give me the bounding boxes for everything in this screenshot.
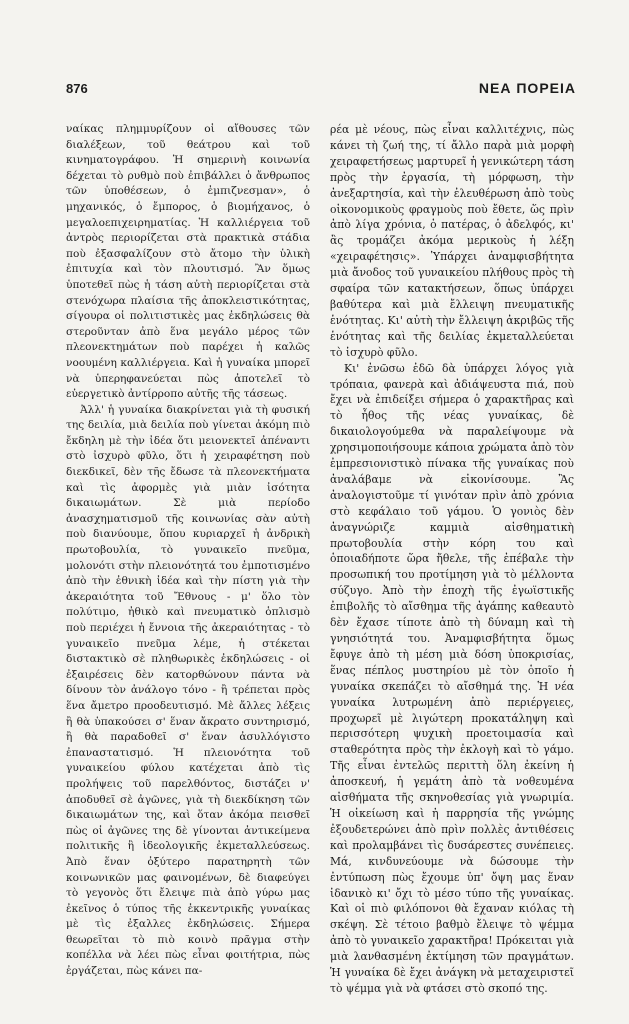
paragraph: ναίκας πλημμυρίζουν οἱ αἴθουσες τῶν διαλέξεων, τοῦ θεάτρου καὶ τοῦ κινηματογράφου. Ἡ σημερινὴ κοινωνία δέχεται τὸ ρυθμὸ ποὺ ἐπιβάλλει ὁ ἄνθρωπος τῶν ὑποθέσεων, ὁ ἐμπιζνεσμαν», ὁ μηχανικός, ὁ ἔμπορος, ὁ βιομήχανος, ὁ μεγαλοεπιχειρηματίας. Ἡ καλλιέργεια τοῦ ἀντρὸς περιορίζεται στὰ πρακτικὰ στάδια ποὺ ἐξασφαλίζουν στὸ ἄτομο τὴν ὑλικὴ ἐπιτυχία καὶ τὸν πλουτισμό. Ἂν ὅμως ὑποτεθεῖ πὼς ἡ τάση αὐτὴ περιορίζεται στὰ στενόχωρα πλαίσια τῆς ἀποκλειστικότητας, σίγουρα οἱ πολιτιστικὲς μας ἐκδηλώσεις θὰ στεροῦνταν ἀπὸ ἕνα μεγάλο μέρος τῶν πλεονεκτημάτων ποὺ παρέχει ἡ καλῶς νοουμένη καλλιέργεια. Καὶ ἡ γυναίκα μπορεῖ νὰ ὑπερηφανεύεται πὼς ἀποτελεῖ τὸ εὐεργετικὸ ἀντίρροπο αὐτῆς τῆς τάσεως. xyxy=(66,123,310,401)
paragraph: Ἀλλ' ἡ γυναίκα διακρίνεται γιὰ τὴ φυσική της δειλία, μιὰ δειλία ποὺ γίνεται ἀκόμη πιὸ ἔκδηλη μὲ τὴν ἰδέα ὅτι μειονεκτεῖ ἀπέναντι στὸ ἰσχυρὸ φῦλο, ὅτι ἡ χειραφέτηση ποὺ διεκδικεῖ, δὲν τῆς ἔδωσε τὰ πλεονεκτήματα καὶ τὶς ἀφορμὲς γιὰ μιὰν ἰσότητα δικαιωμάτων. Σὲ μιὰ περίοδο ἀνασχηματισμοῦ τῆς κοινωνίας σὰν αὐτὴ ποὺ διανύουμε, ὅπου κυριαρχεῖ ἡ ἀνδρικὴ πρωτοβουλία, τὸ γυναικεῖο πνεῦμα, μολονότι στὴν πλειονότητά του ἐμποτισμένο ἀπὸ τὴν ἐθνικὴ ἰδέα καὶ τὴν πίστη γιὰ τὴν ἀκεραιότητα τοῦ Ἔθνους - μ' ὅλο τὸν πολύτιμο, ἠθικὸ καὶ πνευματικὸ ὁπλισμὸ ποὺ περιέχει ἡ ἔννοια τῆς ἀκεραιότητας - τὸ γυναικεῖο πνεῦμα λέμε, ἡ στέκεται διστακτικὸ σὲ πληθωρικὲς ἐκδηλώσεις - οἱ ἐξαιρέσεις δὲν κατορθώνουν πάντα νὰ δίνουν τὸν ἀνάλογο τόνο - ἢ τρέπεται πρὸς ἕνα ἄμετρο προοδευτισμό. Μὲ ἄλλες λέξεις ἢ θὰ ὑπακούσει σ' ἕναν ἄκρατο συντηρισμό, ἢ θὰ παραδοθεῖ σ' ἕναν ἀσυλλόγιστο ἐπαναστατισμό. Ἡ πλειονότητα τοῦ γυναικείου φύλου κατέχεται ἀπὸ τὶς προλήψεις τοῦ παρελθόντος, διστάζει ν' ἀποδυθεῖ σὲ ἀγῶνες, γιὰ τὴ διεκδίκηση τῶν δικαιωμάτων της, καὶ ὅταν ἀκόμα πεισθεῖ πὼς οἱ ἀγῶνες της δὲ γίνονται ἀντικείμενα πολιτικῆς ἢ ἰδεολογικῆς ἐκμεταλλεύσεως. Ἀπὸ ἕναν ὀξύτερο παρατηρητὴ τῶν κοινωνικῶν μας φαινομένων, δὲ διαφεύγει τὸ γεγονὸς ὅτι ἔλειψε πιὰ ἀπὸ γύρω μας ἐκεῖνος ὁ τύπος τῆς ἐκκεντρικῆς γυναίκας μὲ τὶς ἐξαλλες ἐκδηλώσεις. Σήμερα θεωρεῖται τὸ πιὸ κοινὸ πρᾶγμα στὴν κοπέλλα νὰ λέει πὼς εἶναι φοιτήτρια, πὼς ἐργάζεται, πὼς κάνει πα- xyxy=(66,403,310,978)
page-number: 876 xyxy=(66,81,88,96)
page-header xyxy=(66,80,576,102)
paragraph: Κι' ἐνῶσω ἐδῶ δὰ ὑπάρχει λόγος γιὰ τρόπαια, φανερὰ καὶ ἀδιάψευστα πιά, ποὺ ἔχει νὰ ἐπιδείξει σήμερα ὁ χαρακτῆρας καὶ τὸ ἦθος τῆς νέας γυναίκας, δὲ δικαιολογούμεθα νὰ παραλείψουμε νὰ χρησιμοποιήσουμε κάποια χρώματα ἀπὸ τὸν ἐμπρεσιονιστικὸ πίνακα τῆς γυναίκας ποὺ ἀναλάβαμε νὰ εἰκονίσουμε. Ἂς ἀναλογιστοῦμε τί γινόταν πρὶν ἀπὸ χρόνια στὸ κεφάλαιο τοῦ γάμου. Ὁ γονιὸς δὲν ἀναγνώριζε καμμιὰ αἰσθηματικὴ πρωτοβουλία στὴν κόρη του καὶ ὁποιαδήποτε ὥρα ἤθελε, τῆς ἐπέβαλε τὴν προσωπική του προτίμηση γιὰ τὸ μέλλοντα σύζυγο. Ἀπὸ τὴν ἐποχὴ τῆς ἐγωϊστικῆς ἐπιβολῆς τὸ αἴσθημα τῆς ἀγάπης καθεαυτὸ δὲν ἔχασε τίποτε ἀπὸ τὴ δύναμη καὶ τὴ γνησιότητά του. Ἀναμφισβήτητα ὅμως ἔφυγε ἀπὸ τὴ μέση μιὰ δόση ὑποκρισίας, ἕνας πέπλος μυστηρίου μὲ τὸν ὁποῖο ἡ γυναίκα σκεπάζει τὸ αἴσθημά της. Ἡ νέα γυναίκα λυτρωμένη ἀπὸ περιέργειες, προχωρεῖ μὲ λιγώτερη προκατάληψη καὶ περισσότερη ψυχικὴ προετοιμασία καὶ σταθερότητα πρὸς τὴν ἐκλογὴ καὶ τὸ γάμο. Τῆς εἶναι ἐντελῶς περιττὴ ὅλη ἐκείνη ἡ ἀποσκευή, ἡ γεμάτη ἀπὸ τὰ νοθευμένα αἰσθήματα τῆς σκηνοθεσίας γιὰ γνωριμία. Ἡ οἰκείωση καὶ ἡ παρρησία τῆς γνώμης ἐξουδετερώνει ἀπὸ πρὶν πολλὲς ἀντιθέσεις καὶ προλαμβάνει τὶς δυσάρεστες συνέπειες. Μά, κινδυνεύουμε νὰ δώσουμε τὴν ἐντύπωση πὼς ἔχουμε ὑπ' ὄψη μας ἕναν ἰδανικὸ κι' ὄχι τὸ μέσο τύπο τῆς γυναίκας. Καὶ οἱ πιὸ φιλόπονοι θὰ ἔχαναν κιόλας τὴ σκέψη. Σὲ τέτοιο βαθμὸ ἔλειψε τὸ ψέμμα ἀπὸ τὸ γυναικεῖο χαρακτῆρα! Πρόκειται γιὰ μιὰ λανθασμένη ἐκτίμηση τῶν πραγμάτων. Ἡ γυναίκα δὲ ἔχει ἀνάγκη νὰ μεταχειριστεῖ τὸ ψέμμα γιὰ νὰ φτάσει στὸ σκοπό της. xyxy=(330,361,574,995)
right-column xyxy=(330,122,574,997)
left-column xyxy=(66,122,310,980)
paragraph: ρέα μὲ νέους, πὼς εἶναι καλλιτέχνις, πὼς κάνει τὴ ζωή της, τί ἄλλο παρὰ μιὰ μορφὴ χειραφετήσεως μαρτυρεῖ ἡ γενικώτερη τάση πρὸς τὴν ἐργασία, τὴ μόρφωση, τὴν ἀνεξαρτησία, καὶ τὴν ἐλευθέρωση ἀπὸ τοὺς οἰκονομικοὺς φραγμοὺς ποὺ ἔθετε, ὥς πρὶν ἀπὸ λίγα χρόνια, ὁ πατέρας, ὁ ἀδελφός, κι' ἂς τρομάζει ἀκόμα μερικοὺς ἡ λέξη «χειραφέτησις». Ὑπάρχει ἀναμφισβήτητα μιὰ ἄνοδος τοῦ γυναικείου πλήθους πρὸς τὴ σφαίρα τῶν κατακτήσεων, ὅπως ὑπάρχει βαθύτερα καὶ μιὰ ἔλλειψη πνευματικῆς ἑνότητας. Κι' αὐτὴ τὴν ἔλλειψη ἀκριβῶς τῆς ἑνότητας καὶ τῆς δειλίας ἐκμεταλλεύεται τὸ ἰσχυρὸ φῦλο. xyxy=(330,123,574,359)
running-title: ΝΕΑ ΠΟΡΕΙΑ xyxy=(478,80,576,96)
